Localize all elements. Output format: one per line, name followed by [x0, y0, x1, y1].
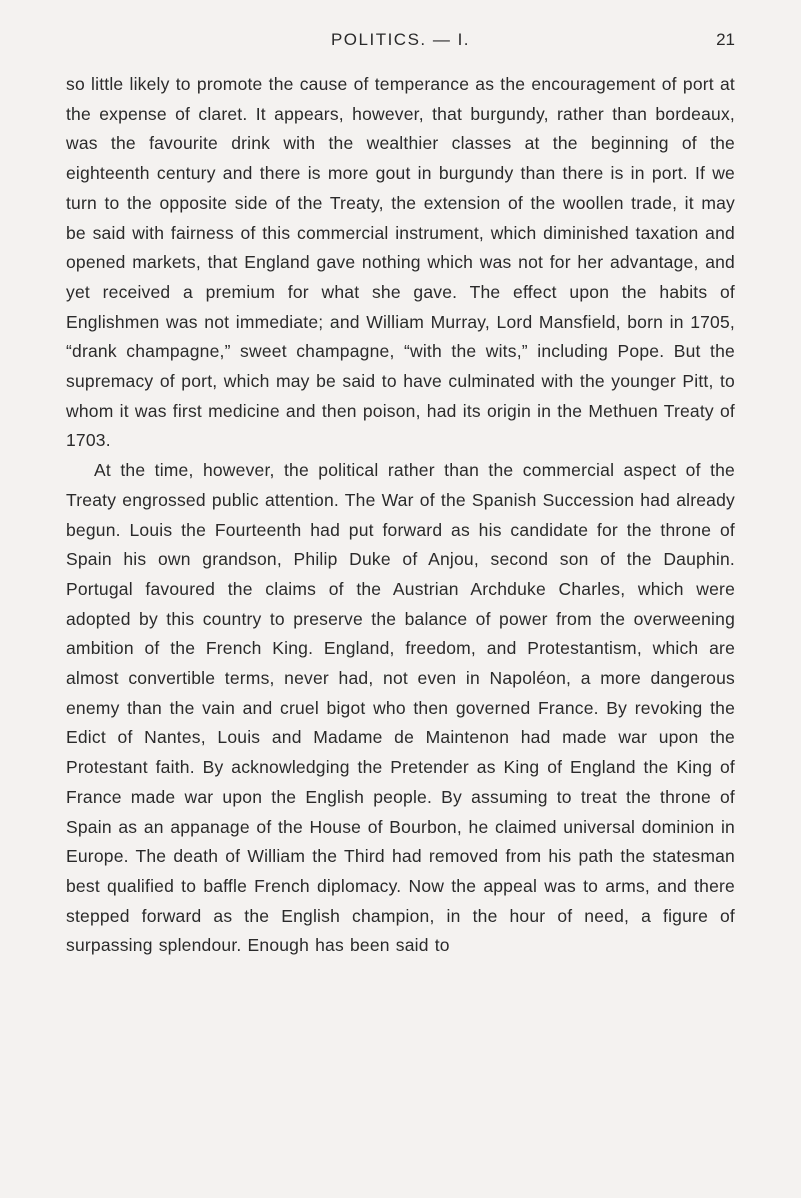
section-title: POLITICS. — I.	[330, 30, 471, 49]
running-head	[66, 30, 735, 54]
page-number: 21	[716, 30, 735, 49]
paragraph: At the time, however, the political rather than the commercial aspect of the Treaty engrossed public attention. The War of the Spanish Succession had already begun. Louis the Fourteenth had put forward as his candidate for the throne of Spain his own grandson, Philip Duke of Anjou, second son of the Dauphin. Portugal favoured the claims of the Austrian Archduke Charles, which were adopted by this country to preserve the balance of power from the overweening ambition of the French King. England, freedom, and Protestantism, which are almost convertible terms, never had, not even in Napoléon, a more dangerous enemy than the vain and cruel bigot who then governed France. By revoking the Edict of Nantes, Louis and Madame de Maintenon had made war upon the Protestant faith. By acknowledging the Pretender as King of England the King of France made war upon the English people. By assuming to treat the throne of Spain as an appanage of the House of Bourbon, he claimed universal dominion in Europe. The death of William the Third had removed from his path the statesman best qualified to baffle French diplomacy. Now the appeal was to arms, and there stepped forward as the English champion, in the hour of need, a figure of surpassing splendour. Enough has been said to	[66, 460, 735, 956]
paragraph: so little likely to promote the cause of temperance as the encouragement of port at the expense of claret. It appears, however, that burgundy, rather than bordeaux, was the favourite drink with the wealthier classes at the beginning of the eighteenth century and there is more gout in burgundy than there is in port. If we turn to the opposite side of the Treaty, the extension of the woollen trade, it may be said with fairness of this commercial instrument, which diminished taxation and opened markets, that England gave nothing which was not for her advantage, and yet received a premium for what she gave. The effect upon the habits of Englishmen was not immediate; and William Murray, Lord Mansfield, born in 1705, “drank champagne,” sweet champagne, “with the wits,” including Pope. But the supremacy of port, which may be said to have culminated with the younger Pitt, to whom it was first medicine and then poison, had its origin in the Methuen Treaty of 1703.	[66, 74, 735, 451]
body-text	[66, 70, 735, 961]
